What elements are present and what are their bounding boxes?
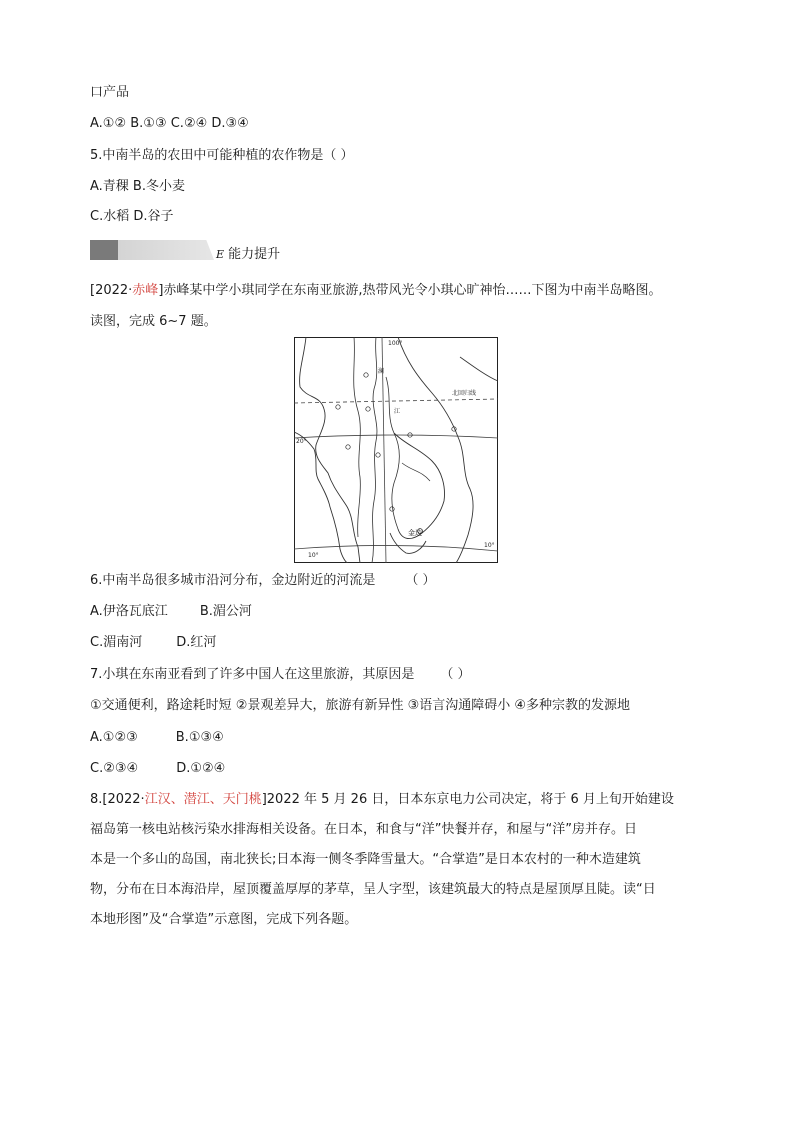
q6-stem: 6.中南半岛很多城市沿河分布，金边附近的河流是 (90, 573, 376, 588)
intro-source: 赤峰 (132, 283, 159, 298)
intro-year: [2022· (90, 283, 133, 298)
q7-items: ①交通便利，路途耗时短 ②景观差异大，旅游有新异性 ③语言沟通障碍小 ④多种宗教的发源地 (90, 698, 631, 713)
q6-option-b: B.湄公河 (199, 604, 252, 619)
question-5: 5.中南半岛的农田中可能种植的农作物是（ ） (90, 148, 354, 163)
options-q5-ab: A.青稞 B.冬小麦 (90, 179, 185, 194)
q6-option-d: D.红河 (176, 635, 217, 650)
section-banner (90, 240, 214, 260)
label-10-deg-right: 10° (484, 542, 495, 549)
intro-text: ]赤峰某中学小琪同学在东南亚旅游,热带风光令小琪心旷神怡……下图为中南半岛略图。 (158, 283, 662, 298)
label-lan: 澜 (378, 368, 385, 375)
q7-options-cd (90, 760, 225, 778)
q7-stem: 7.小琪在东南亚看到了许多中国人在这里旅游，其原因是 (90, 667, 415, 682)
q7-option-c: C.②③④ (90, 761, 139, 776)
q8-line-2: 福岛第一核电站核污染水排海相关设备。在日本，和食与“洋”快餐并存，和屋与“洋”房并存。日 (90, 822, 637, 837)
q7-option-b: B.①③④ (175, 730, 224, 745)
q7-option-d: D.①②④ (176, 761, 226, 776)
q6-options-cd (90, 634, 216, 652)
q8-source: 江汉、潜江、天门桃 (144, 792, 262, 807)
q8-line-3: 本是一个多山的岛国，南北狭长;日本海一侧冬季降雪量大。“合掌造”是日本农村的一种木造建筑 (90, 852, 641, 867)
section-badge: E (216, 248, 225, 261)
label-20-deg: 20° (296, 438, 307, 445)
question-7 (90, 666, 471, 684)
label-10-deg-left: 10° (308, 552, 319, 559)
label-jiang: 江 (394, 408, 401, 415)
label-100-deg: 100° (388, 340, 403, 347)
intro-line-2: 读图，完成 6~7 题。 (90, 314, 217, 329)
options-q5-cd: C.水稻 D.谷子 (90, 209, 174, 224)
intro-line-1 (90, 282, 662, 300)
section-banner-light (118, 240, 214, 260)
options-q4: A.①② B.①③ C.②④ D.③④ (90, 116, 249, 131)
question-6 (90, 572, 436, 590)
q8-number: 8.[2022· (90, 792, 145, 807)
question-8 (90, 785, 710, 935)
section-banner-dark (90, 240, 118, 260)
q7-options-ab (90, 729, 224, 747)
q6-options-ab (90, 603, 252, 621)
q7-bracket: （ ） (440, 667, 471, 682)
line-product: 口产品 (90, 85, 130, 100)
section-title-text: 能力提升 (228, 247, 281, 262)
q6-bracket: （ ） (405, 573, 436, 588)
q8-line-1 (90, 785, 710, 815)
indochina-map (294, 337, 498, 563)
q8-line-4: 物，分布在日本海沿岸，屋顶覆盖厚厚的茅草，呈人字型，该建筑最大的特点是屋顶厚且陡。读“日 (90, 882, 656, 897)
q6-option-a: A.伊洛瓦底江 (90, 604, 168, 619)
q8-line-5: 本地形图”及“合掌造”示意图，完成下列各题。 (90, 912, 358, 927)
q7-option-a: A.①②③ (90, 730, 138, 745)
q8-line-1-text: ]2022 年 5 月 26 日，日本东京电力公司决定，将于 6 月上旬开始建设 (261, 792, 674, 807)
q6-option-c: C.湄南河 (90, 635, 143, 650)
section-title (216, 243, 280, 262)
label-tropic: 北回归线 (452, 390, 477, 397)
label-phnom-penh: 金边 (408, 529, 422, 537)
